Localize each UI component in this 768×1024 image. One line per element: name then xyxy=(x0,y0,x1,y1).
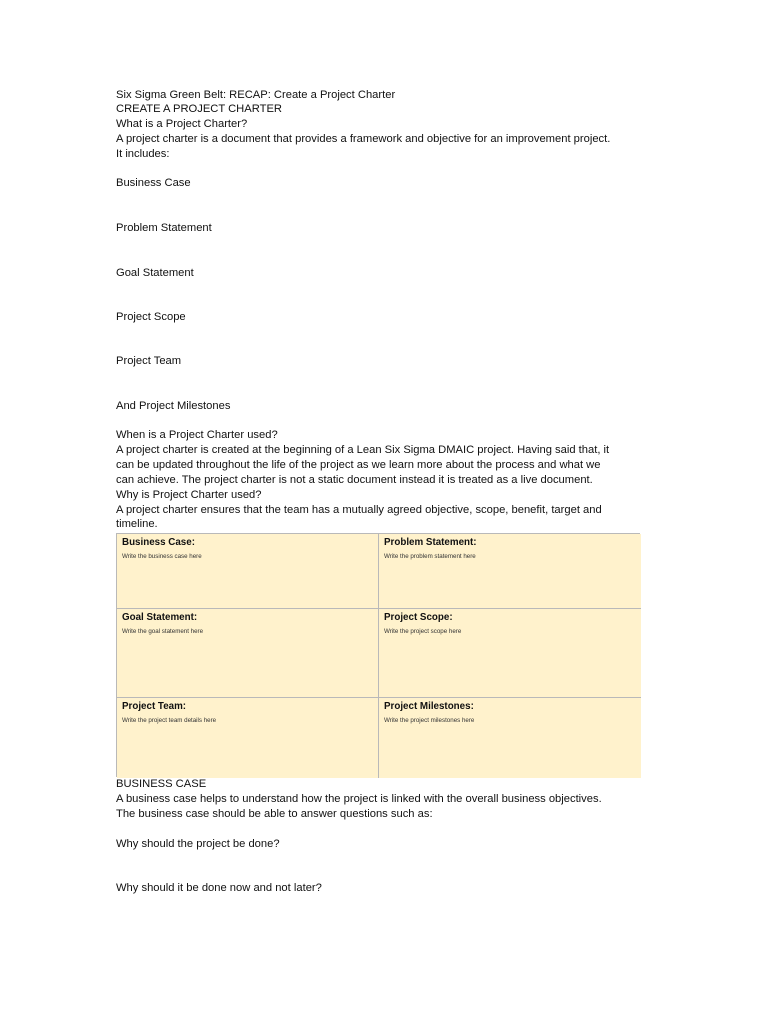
charter-cell-hint: Write the business case here xyxy=(122,553,202,560)
includes-item-goal-statement: Goal Statement xyxy=(116,267,194,279)
includes-item-business-case: Business Case xyxy=(116,177,191,189)
section-heading: CREATE A PROJECT CHARTER xyxy=(116,103,282,115)
charter-cell-business-case[interactable] xyxy=(117,534,379,609)
when-paragraph-line-3: can achieve. The project charter is not a static document instead it is treated as a live document. xyxy=(116,474,593,486)
includes-item-project-scope: Project Scope xyxy=(116,311,186,323)
charter-cell-title: Business Case: xyxy=(122,537,195,548)
charter-cell-title: Problem Statement: xyxy=(384,537,477,548)
project-charter-table xyxy=(116,533,640,777)
charter-cell-hint: Write the project team details here xyxy=(122,717,217,724)
charter-cell-project-scope[interactable] xyxy=(379,609,641,698)
charter-cell-project-team[interactable] xyxy=(117,698,379,778)
what-paragraph-line-1: A project charter is a document that provides a framework and objective for an improvement project. xyxy=(116,133,611,145)
what-paragraph-line-2: It includes: xyxy=(116,148,170,160)
charter-cell-hint: Write the project scope here xyxy=(384,628,462,635)
charter-cell-problem-statement[interactable] xyxy=(379,534,641,609)
charter-cell-title: Goal Statement: xyxy=(122,612,198,623)
business-case-question-1: Why should the project be done? xyxy=(116,838,280,850)
includes-item-problem-statement: Problem Statement xyxy=(116,222,212,234)
document-title: Six Sigma Green Belt: RECAP: Create a Project Charter xyxy=(116,89,396,101)
when-paragraph-line-1: A project charter is created at the beginning of a Lean Six Sigma DMAIC project. Having said that, it xyxy=(116,444,610,456)
when-paragraph-line-2: can be updated throughout the life of the project as we learn more about the process and what we xyxy=(116,459,601,471)
charter-cell-title: Project Scope: xyxy=(384,612,453,623)
why-paragraph-line-1: A project charter ensures that the team has a mutually agreed objective, scope, benefit, target and xyxy=(116,504,602,516)
charter-cell-title: Project Team: xyxy=(122,701,187,712)
includes-item-project-milestones: And Project Milestones xyxy=(116,400,231,412)
why-paragraph-line-2: timeline. xyxy=(116,518,158,530)
charter-cell-goal-statement[interactable] xyxy=(117,609,379,698)
business-case-line-1: A business case helps to understand how the project is linked with the overall business objectives. xyxy=(116,793,602,805)
business-case-heading: BUSINESS CASE xyxy=(116,778,207,790)
business-case-line-2: The business case should be able to answer questions such as: xyxy=(116,808,433,820)
question-when: When is a Project Charter used? xyxy=(116,429,278,441)
includes-item-project-team: Project Team xyxy=(116,355,182,367)
question-what: What is a Project Charter? xyxy=(116,118,248,130)
charter-cell-project-milestones[interactable] xyxy=(379,698,641,778)
charter-cell-title: Project Milestones: xyxy=(384,701,474,712)
question-why: Why is Project Charter used? xyxy=(116,489,262,501)
charter-cell-hint: Write the project milestones here xyxy=(384,717,475,724)
charter-cell-hint: Write the goal statement here xyxy=(122,628,204,635)
charter-cell-hint: Write the problem statement here xyxy=(384,553,476,560)
business-case-question-2: Why should it be done now and not later? xyxy=(116,882,322,894)
